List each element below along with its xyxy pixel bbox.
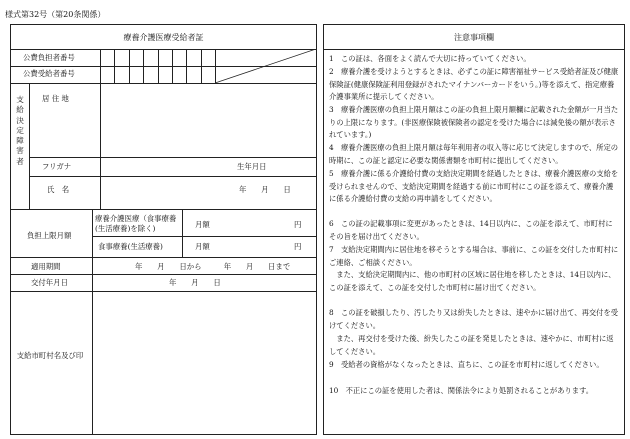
- issue-date-label: 交付年月日: [31, 278, 68, 287]
- form-header: 様式第32号（第20条関係）: [5, 10, 106, 19]
- payer-number-label: 公費負担者番号: [23, 53, 75, 62]
- certificate-card: [10, 24, 317, 435]
- issue-date-value[interactable]: 年 月 日: [169, 278, 221, 287]
- note-item-7: 7 支給決定期間内に居住地を移そうとする場合は、事前に、この証を交付した市町村にご連絡、ご相談ください。: [329, 245, 619, 267]
- birthdate-value[interactable]: 年 月 日: [239, 185, 291, 194]
- note-item-2: 2 療養介護を受けようとするときは、必ずこの証に障害福祉サービス受給者証及び健康保険証(健康保険証利用登録がされたマイナンバーカードをいう。)等を添えて、指定療養介護事業所に提示してください。: [329, 67, 619, 102]
- birthdate-label: 生年月日: [237, 162, 267, 171]
- note-item-8b: また、再交付を受けた後、紛失したこの証を発見したときは、速やかに、市町村に返してください。: [329, 334, 614, 356]
- address-label: 居 住 地: [42, 94, 69, 103]
- note-item-7b: また、支給決定期間内に、他の市町村の区域に居住地を移したときは、14日以内に、この証を添えて、この証を交付した市町村に届け出てください。: [329, 270, 616, 292]
- limit-meal-monthly-label: 月額: [195, 242, 210, 251]
- limit-medical-label: 療養介護医療（食事療養(生活療養)を除く): [95, 214, 177, 233]
- note-item-10: 10 不正にこの証を使用した者は、関係法令により処罰されることがあります。: [329, 386, 594, 395]
- municipality-label: 支給市町村名及び印: [16, 351, 84, 360]
- limit-meal-label: 食事療養(生活療養): [98, 242, 163, 251]
- blank-diagonal: [215, 49, 316, 83]
- limit-medical-monthly-label: 月額: [195, 220, 210, 229]
- note-item-6: 6 この証の記載事項に変更があったときは、14日以内に、この証を添えて、市町村にその旨を届け出てください。: [329, 219, 613, 241]
- name-label: 氏 名: [47, 185, 70, 194]
- note-item-9: 9 受給者の資格がなくなったときは、直ちに、この証を市町村に返してください。: [329, 360, 604, 369]
- name-field[interactable]: [101, 177, 221, 208]
- period-label: 適用期間: [31, 262, 61, 271]
- notes-title: 注意事項欄: [454, 33, 494, 42]
- note-item-5: 5 療養介護に係る介護給付費の支給決定期間を経過したときは、療養介護医療の支給を受けられませんので、支給決定期間を経過する前に市町村にこの証を添えて、療養介護に係る介護給付費の支給の再申請をしてください。: [329, 169, 619, 204]
- furigana-label: フリガナ: [42, 162, 72, 171]
- furigana-field[interactable]: [101, 158, 221, 174]
- address-field[interactable]: [101, 85, 314, 155]
- notes-panel: [323, 24, 625, 435]
- period-value[interactable]: 年 月 日から 年 月 日まで: [135, 262, 291, 271]
- limit-label: 負担上限月額: [27, 231, 72, 240]
- municipality-seal-field[interactable]: [94, 293, 314, 432]
- recipient-number-label: 公費受給者番号: [23, 69, 75, 78]
- certificate-title: 療養介護医療受給者証: [123, 33, 204, 42]
- note-item-8: 8 この証を破損したり、汚したり又は紛失したときは、速やかに届け出て、再交付を受けてください。: [329, 308, 619, 330]
- limit-meal-yen[interactable]: 円: [294, 242, 302, 251]
- note-item-1: 1 この証は、各面をよく読んで大切に持っていてください。: [329, 54, 531, 63]
- note-item-3: 3 療養介護医療の負担上限月額はこの証の負担上限月額欄に記載された金額が一月当たりの上限になります。(非医療保険被保険者の認定を受けた場合には減免後の額が表示されています。): [329, 105, 619, 140]
- note-item-4: 4 療養介護医療の負担上限月額は毎年利用者の収入等に応じて決定しますので、所定の時期に、この証と認定に必要な関係書類を市町村に提出してください。: [329, 143, 619, 165]
- limit-medical-yen[interactable]: 円: [294, 220, 302, 229]
- recipient-group-label: 支給決定障害者: [16, 95, 24, 166]
